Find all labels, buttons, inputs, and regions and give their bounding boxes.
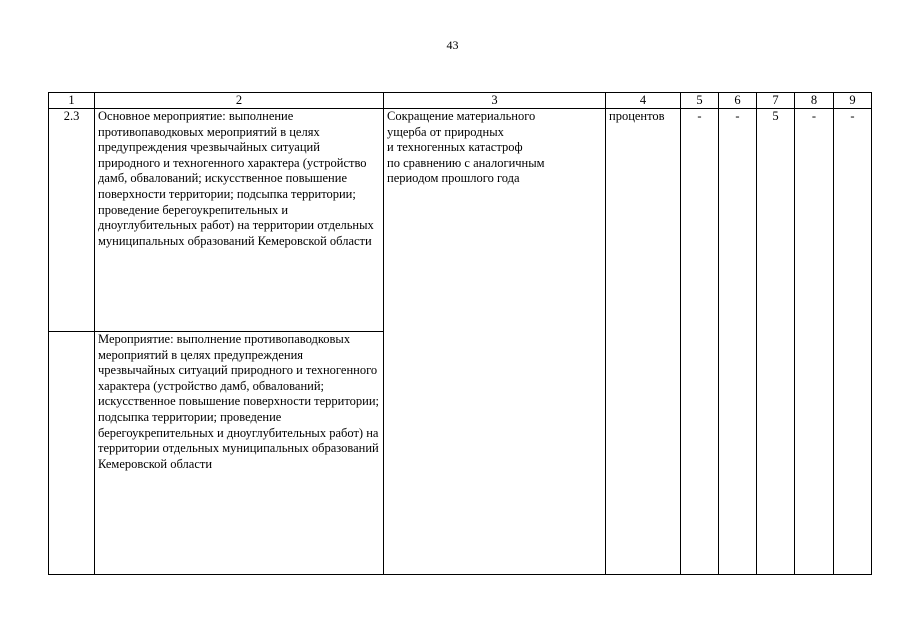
- program-table: [48, 92, 872, 575]
- indicator-line: Сокращение материального: [387, 109, 536, 123]
- header-cell-1: 1: [49, 93, 95, 109]
- value-col8: -: [795, 109, 834, 575]
- indicator-line: периодом прошлого года: [387, 171, 520, 186]
- indicator-cell: [384, 109, 606, 575]
- value-col9: -: [834, 109, 872, 575]
- sub-activity-cell: Мероприятие: выполнение противопаводковых мероприятий в целях предупреждения чрезвычайных ситуаций природного и техногенного характера (устройство дамб, обвалований; искусственное повышение поверхности территории; подсыпка территории; проведение берегоукрепительных и дноуглубительных работ) на территории отдельных муниципальных образований Кемеровской области: [95, 332, 384, 575]
- header-cell-3: 3: [384, 93, 606, 109]
- header-cell-4: 4: [606, 93, 681, 109]
- value-col7: 5: [757, 109, 795, 575]
- indicator-line: по сравнению с аналогичным: [387, 155, 545, 170]
- value-col6: -: [719, 109, 757, 575]
- row-number: 2.3: [49, 109, 95, 332]
- value-col5: -: [681, 109, 719, 575]
- header-row: [49, 93, 872, 109]
- main-activity-cell: Основное мероприятие: выполнение противопаводковых мероприятий в целях предупреждения чрезвычайных ситуаций природного и техногенного характера (устройство дамб, обвалований; искусственное повышение поверхности территории; подсыпка территории; проведение берегоукрепительных и дноуглубительных работ) на территории отдельных муниципальных образований Кемеровской области: [95, 109, 384, 332]
- header-cell-2: 2: [95, 93, 384, 109]
- header-cell-6: 6: [719, 93, 757, 109]
- page-number: 43: [446, 38, 459, 52]
- header-cell-7: 7: [757, 93, 795, 109]
- unit-cell: процентов: [606, 109, 681, 575]
- indicator-line: и техногенных катастроф: [387, 140, 523, 155]
- header-cell-5: 5: [681, 93, 719, 109]
- header-cell-9: 9: [834, 93, 872, 109]
- sub-row-number: [49, 332, 95, 575]
- table-row: [49, 109, 872, 332]
- indicator-line: ущерба от природных: [387, 124, 504, 139]
- header-cell-8: 8: [795, 93, 834, 109]
